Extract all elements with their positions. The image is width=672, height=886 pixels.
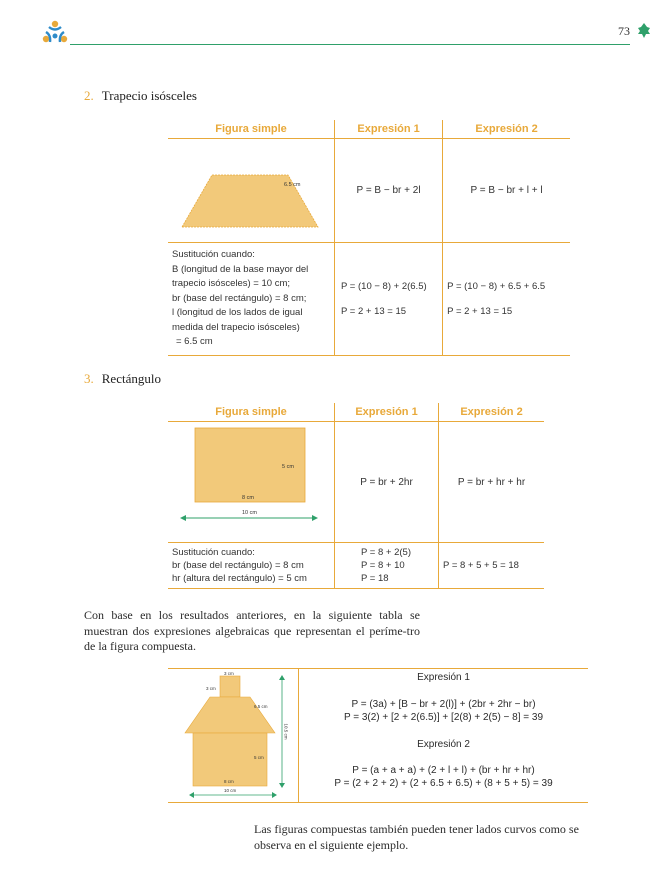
expr1-title: Expresión 1 [417, 672, 470, 683]
expr2-line: P = (2 + 2 + 2) + (2 + 6.5 + 6.5) + (8 + 5 + 5) = 39 [334, 778, 553, 789]
house-side-label: 3 cm [206, 686, 216, 691]
trapezoid-sub2 [443, 243, 570, 356]
section-title-text: Rectángulo [101, 371, 161, 386]
rectangle-width-label: 10 cm [242, 510, 257, 516]
header-rule [70, 44, 630, 45]
section-title-text: Trapecio isósceles [101, 88, 197, 103]
sub-line: P = 8 + 5 + 5 = 18 [443, 560, 519, 571]
house-rect-height-label: 5 cm [254, 755, 264, 760]
section-number: 3. [84, 371, 94, 386]
subst-line: medida del trapecio isósceles) [172, 321, 300, 333]
house-height-label: 10.5 cm [283, 723, 289, 740]
expr2-title: Expresión 2 [417, 739, 470, 750]
subst-line: l (longitud de los lados de igual [172, 307, 303, 319]
expr2-line: P = (a + a + a) + (2 + l + l) + (br + hr + hr) [352, 765, 535, 776]
composite-expressions [299, 670, 588, 789]
trapezoid-sub1 [335, 243, 443, 356]
sub-line: P = 2 + 13 = 15 [341, 306, 407, 317]
header-figura: Figura simple [168, 120, 335, 139]
subst-line: Sustitución cuando: [172, 547, 255, 558]
trapezoid-shape [168, 139, 334, 242]
expr1-line: P = 3(2) + [2 + 2(6.5)] + [2(8) + 2(5) − 8] = 39 [343, 712, 544, 723]
header-figura: Figura simple [168, 403, 335, 422]
trapezoid-table [168, 120, 570, 356]
house-top-label: 3 cm [224, 671, 234, 676]
sub-line: P = 2 + 13 = 15 [447, 306, 513, 317]
subst-line: B (longitud de la base mayor del [172, 263, 309, 275]
composite-figure [168, 669, 298, 802]
trapezoid-expr1: P = B − br + 2l [335, 139, 443, 243]
trapezoid-side-label: 6.5 cm [284, 182, 301, 188]
rectangle-figure-cell [168, 422, 335, 543]
rectangle-substitution [168, 543, 335, 589]
subst-line: Sustitución cuando: [172, 249, 255, 261]
trapezoid-figure-cell [168, 139, 335, 243]
closing-paragraph: Las figuras compuestas también pueden tener lados curvos como se observa en el siguiente ejemplo. [254, 822, 579, 852]
sub-line: P = 8 + 2(5) [361, 547, 411, 558]
rectangle-sub1 [335, 543, 439, 589]
subst-line: trapecio isósceles) = 10 cm; [172, 278, 291, 290]
section-number: 2. [84, 88, 94, 103]
rectangle-expr2: P = br + hr + hr [439, 422, 544, 543]
expr1-line: P = (3a) + [B − br + 2(l)] + (2br + 2hr − br) [351, 699, 536, 710]
sub-line: P = (10 − 8) + 2(6.5) [341, 281, 427, 292]
subst-line: = 6.5 cm [176, 336, 213, 348]
subst-line: hr (altura del rectángulo) = 5 cm [172, 573, 307, 584]
subst-line: br (base del rectángulo) = 8 cm [172, 560, 304, 571]
section-2-title [84, 88, 197, 104]
rectangle-height-label: 5 cm [282, 464, 294, 470]
house-rect-base-label: 8 cm [224, 779, 234, 784]
sub-line: P = (10 − 8) + 6.5 + 6.5 [447, 281, 546, 292]
rectangle-expr1: P = br + 2hr [335, 422, 439, 543]
body-paragraph: Con base en los resultados anteriores, en la siguiente tabla se muestran dos expresiones algebraicas que representan el períme-tro de la figura compuesta. [84, 608, 420, 653]
trapezoid-substitution [168, 243, 335, 356]
logo [40, 18, 70, 48]
subst-line: br (base del rectángulo) = 8 cm; [172, 292, 307, 304]
header-expr1: Expresión 1 [335, 403, 439, 422]
rectangle-sub2 [439, 543, 544, 589]
rectangle-shape [168, 422, 334, 542]
composite-bottom-rule [168, 802, 588, 803]
header-expr2: Expresión 2 [439, 403, 544, 422]
triskelion-logo-icon [40, 18, 70, 48]
sub-line: P = 18 [361, 573, 389, 584]
header-expr1: Expresión 1 [335, 120, 443, 139]
header-expr2: Expresión 2 [443, 120, 570, 139]
sub-line: P = 8 + 10 [361, 560, 405, 571]
house-slant-label: 6.5 cm [254, 704, 268, 709]
section-3-title [84, 371, 161, 387]
leaf-icon [636, 22, 652, 40]
page-number: 73 [618, 24, 630, 38]
rectangle-table [168, 403, 544, 589]
house-base-label: 10 cm [224, 788, 237, 793]
rectangle-base-label: 8 cm [242, 495, 254, 501]
trapezoid-expr2: P = B − br + l + l [443, 139, 570, 243]
